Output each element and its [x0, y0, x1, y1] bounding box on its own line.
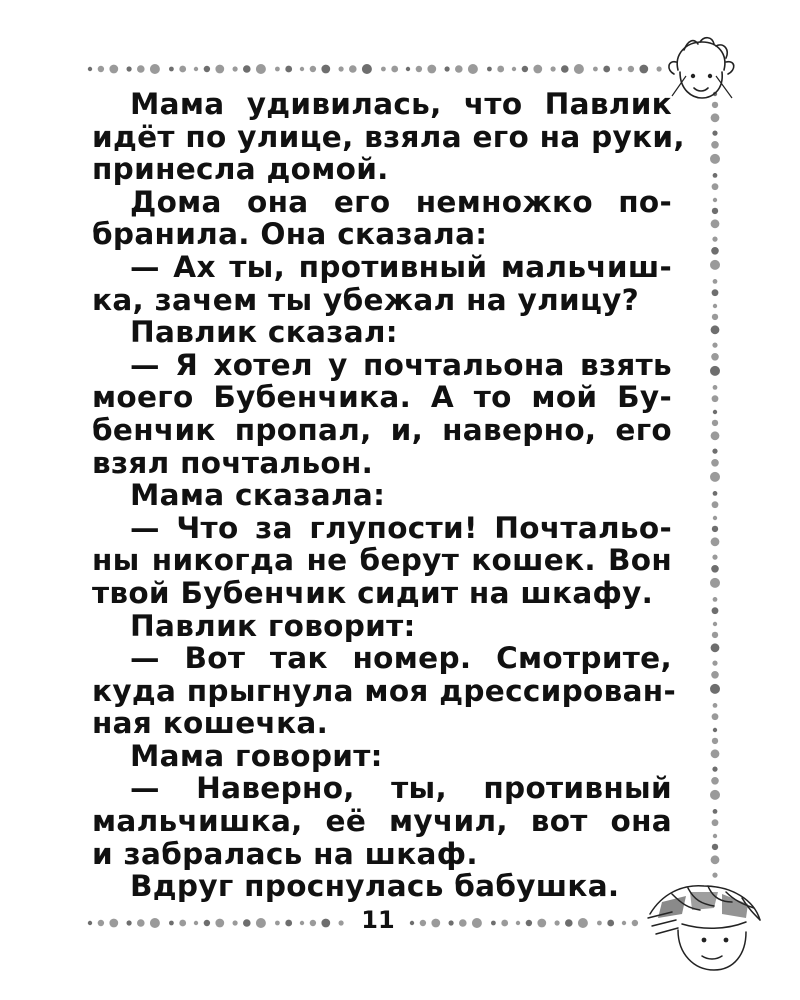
border-dot [285, 66, 292, 73]
border-dot [339, 66, 344, 71]
border-dot [711, 855, 720, 864]
border-dot [713, 597, 718, 602]
border-dot [593, 67, 598, 72]
border-dot [713, 279, 718, 284]
border-dot [713, 516, 717, 520]
border-dot [639, 65, 648, 74]
border-dot [194, 921, 198, 925]
dotted-border-right [704, 90, 726, 880]
border-dot [565, 919, 573, 927]
page-number: 11 [361, 906, 395, 934]
text-line: твой Бубенчик сидит на шкафу. [92, 575, 654, 610]
border-dot [712, 607, 719, 614]
text-line: принесла домой. [92, 152, 389, 187]
border-dot [713, 491, 718, 496]
border-dot [472, 918, 482, 928]
border-dot [713, 173, 718, 178]
border-dot [712, 314, 718, 320]
border-dot [712, 501, 719, 508]
border-dot [551, 66, 556, 71]
text-line: бенчик пропал, и, наверно, его [92, 412, 672, 447]
border-dot [712, 183, 719, 190]
border-dot [169, 67, 174, 72]
border-dot [712, 208, 718, 214]
border-dot [310, 920, 316, 926]
text-line: — Вот так номер. Смотрите, [130, 641, 672, 676]
border-dot [233, 66, 238, 71]
border-dot [204, 66, 210, 72]
border-dot [391, 66, 398, 73]
text-line: ка, зачем ты убежал на улицу? [92, 282, 640, 317]
border-dot [420, 920, 426, 926]
border-dot [618, 67, 622, 71]
text-line: Мама говорит: [130, 738, 383, 773]
border-dot [712, 449, 717, 454]
border-dot [501, 920, 508, 927]
text-line: — Я хотел у почтальона взять [130, 347, 672, 382]
border-dot [711, 537, 720, 546]
border-dot [526, 920, 532, 926]
border-dot [712, 844, 718, 850]
border-dot [712, 395, 719, 402]
border-dot [127, 920, 132, 925]
border-dot [381, 67, 386, 72]
border-dot [98, 920, 104, 926]
border-dot [275, 67, 280, 72]
border-dot [713, 728, 717, 732]
border-dot [710, 366, 720, 376]
text-line: Мама удивилась, что Павлик [130, 87, 672, 121]
text-line: Вдруг проснулась бабушка. [130, 869, 620, 904]
border-dot [712, 661, 717, 666]
border-dot [468, 64, 478, 74]
border-dot [310, 66, 316, 72]
border-dot [603, 66, 610, 73]
border-dot [410, 921, 414, 925]
border-dot [497, 66, 504, 73]
border-dot [88, 921, 92, 925]
border-dot [712, 555, 717, 560]
border-dot [712, 289, 719, 296]
border-dot [632, 920, 638, 926]
border-dot [88, 67, 92, 71]
border-dot [713, 809, 718, 814]
border-dot [275, 921, 280, 926]
border-dot [98, 66, 104, 72]
border-dot [537, 919, 546, 928]
border-dot [710, 260, 720, 270]
border-dot [713, 622, 717, 626]
border-dot [449, 920, 454, 925]
border-dot [179, 920, 186, 927]
border-dot [711, 671, 719, 679]
border-dot [712, 420, 718, 426]
border-dot [711, 219, 720, 228]
border-dot [215, 65, 224, 74]
border-dot [712, 237, 717, 242]
border-dot [109, 919, 118, 928]
border-dot [711, 777, 719, 785]
border-dot [712, 526, 718, 532]
border-dot [711, 141, 719, 149]
border-dot [362, 64, 372, 74]
border-dot [712, 131, 717, 136]
border-dot [574, 64, 584, 74]
text-line: и забралась на шкаф. [92, 836, 478, 871]
border-dot [710, 684, 720, 694]
border-dot [555, 920, 560, 925]
border-dot [109, 65, 118, 74]
border-dot [339, 920, 344, 925]
border-dot [597, 921, 602, 926]
border-dot [150, 64, 160, 74]
text-line: моего Бубенчика. А то мой Бу- [92, 380, 672, 415]
border-dot [712, 713, 719, 720]
border-dot [712, 343, 717, 348]
border-dot [710, 790, 720, 800]
border-dot [137, 65, 145, 73]
border-dot [712, 632, 718, 638]
border-dot [204, 920, 210, 926]
border-dot [628, 66, 634, 72]
text-line: — Наверно, ты, противный [130, 771, 672, 806]
border-dot [416, 66, 422, 72]
border-dot [516, 921, 520, 925]
border-dot [711, 325, 720, 334]
border-dot [406, 67, 410, 71]
border-dot [522, 66, 528, 72]
text-line: — Ах ты, противный мальчиш- [130, 249, 672, 284]
border-dot [349, 65, 357, 73]
border-dot [512, 67, 516, 71]
border-dot [711, 643, 720, 652]
border-dot [578, 918, 588, 928]
border-dot [711, 565, 719, 573]
border-dot [711, 431, 720, 440]
border-dot [459, 919, 467, 927]
text-line: куда прыгнула моя дрессирован- [92, 673, 677, 708]
border-dot [300, 67, 304, 71]
border-dot [712, 767, 717, 772]
border-dot [285, 920, 292, 927]
child-face-illustration-bottom [642, 874, 766, 978]
border-dot [127, 66, 132, 71]
border-dot [137, 919, 145, 927]
border-dot [169, 921, 174, 926]
border-dot [712, 738, 718, 744]
border-dot [321, 919, 330, 928]
border-dot [561, 65, 569, 73]
border-dot [321, 65, 330, 74]
border-dot [710, 154, 720, 164]
border-dot [713, 703, 718, 708]
text-line: бранила. Она сказала: [92, 217, 488, 252]
border-dot [233, 920, 238, 925]
text-line: Павлик говорит: [130, 608, 416, 643]
child-face-illustration-top [664, 36, 738, 114]
border-dot [445, 66, 450, 71]
text-line: Дома она его немножко по- [130, 184, 672, 219]
border-dot [713, 304, 717, 308]
text-line: Павлик сказал: [130, 315, 398, 350]
text-line: идёт по улице, взяла его на руки, [92, 119, 685, 154]
text-line: взял почтальон. [92, 445, 374, 480]
border-dot [711, 353, 719, 361]
border-dot [150, 918, 160, 928]
border-dot [713, 834, 717, 838]
border-dot [711, 459, 719, 467]
story-text [92, 87, 685, 904]
border-dot [607, 920, 614, 927]
dotted-border-top [86, 58, 664, 80]
border-dot [300, 921, 304, 925]
border-dot [622, 921, 626, 925]
border-dot [657, 66, 662, 71]
text-line: — Что за глупости! Почтальо- [130, 510, 672, 545]
border-dot [710, 578, 720, 588]
border-dot [491, 921, 496, 926]
border-dot [710, 472, 720, 482]
text-line: мальчишка, её мучил, вот она [92, 804, 672, 839]
border-dot [455, 65, 463, 73]
border-dot [712, 819, 719, 826]
border-dot [713, 198, 717, 202]
text-line: Мама сказала: [130, 478, 386, 513]
border-dot [179, 66, 186, 73]
dotted-border-bottom-right [408, 912, 642, 934]
border-dot [256, 918, 266, 928]
border-dot [431, 919, 440, 928]
border-dot [215, 919, 224, 928]
border-dot [711, 247, 719, 255]
text-line: ная кошечка. [92, 706, 329, 741]
border-dot [533, 65, 542, 74]
border-dot [713, 410, 717, 414]
border-dot [711, 113, 720, 122]
border-dot [256, 64, 266, 74]
border-dot [487, 67, 492, 72]
border-dot [711, 749, 720, 758]
dotted-border-bottom-left [86, 912, 348, 934]
border-dot [713, 385, 718, 390]
border-dot [427, 65, 436, 74]
border-dot [243, 919, 251, 927]
text-line: ны никогда не берут кошек. Вон [92, 543, 672, 578]
border-dot [194, 67, 198, 71]
border-dot [243, 65, 251, 73]
